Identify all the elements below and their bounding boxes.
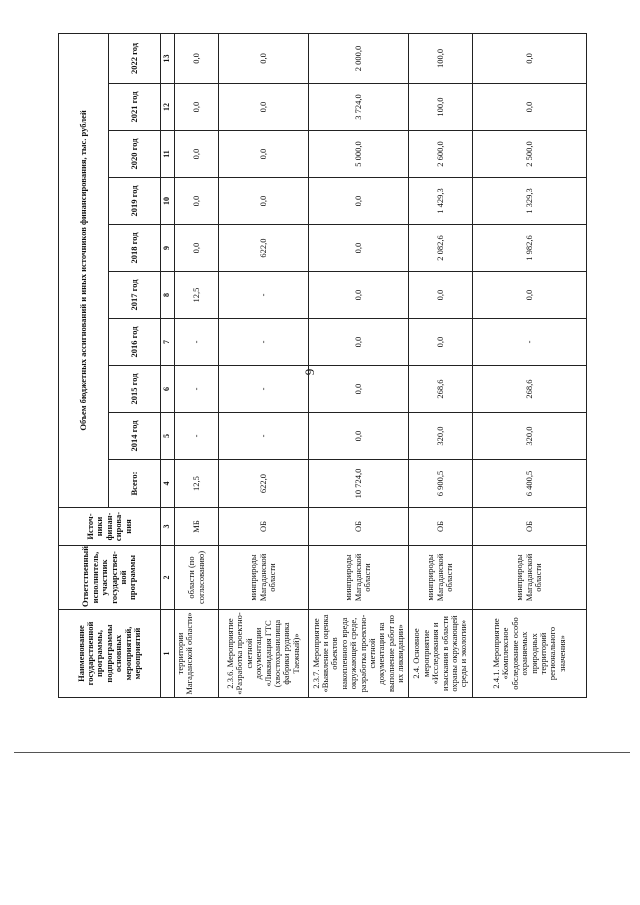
row-value: 320,0 <box>409 413 473 460</box>
header-year: 2015 год <box>109 366 161 413</box>
row-value: 0,0 <box>175 84 219 131</box>
header-year: 2016 год <box>109 319 161 366</box>
row-value: 2 000,0 <box>309 33 409 83</box>
row-total: 12,5 <box>175 460 219 508</box>
row-value: 0,0 <box>309 319 409 366</box>
row-value: 1 982,6 <box>473 225 587 272</box>
row-total: 622,0 <box>219 460 309 508</box>
funding-table <box>58 33 587 698</box>
row-value: 0,0 <box>473 272 587 319</box>
row-value: 268,6 <box>409 366 473 413</box>
row-value: 1 429,3 <box>409 178 473 225</box>
header-year: 2022 год <box>109 33 161 83</box>
row-value: 320,0 <box>473 413 587 460</box>
row-value: 0,0 <box>473 33 587 83</box>
header-year: 2017 год <box>109 272 161 319</box>
column-number: 10 <box>161 178 175 225</box>
row-executor: минприроды Магаданской области <box>473 546 587 610</box>
row-name: 2.4. Основное мероприятие «Исследования и изыскания в области охраны окружающей среды и экологии» <box>409 610 473 698</box>
row-value: 268,6 <box>473 366 587 413</box>
row-value: - <box>219 272 309 319</box>
row-name: 2.3.6. Мероприятие «Разработка проектно-сметной документации «Ликвидация ГТС (хвостохранилища фабрики рудника Таежный)» <box>219 610 309 698</box>
row-value: - <box>473 319 587 366</box>
column-number: 2 <box>161 546 175 610</box>
row-name: территории Магаданской области» <box>175 610 219 698</box>
row-value: 0,0 <box>309 225 409 272</box>
rotated-table-container <box>58 33 586 698</box>
row-executor: минприроды Магаданской области <box>409 546 473 610</box>
column-number: 11 <box>161 131 175 178</box>
row-total: 10 724,0 <box>309 460 409 508</box>
row-value: - <box>175 319 219 366</box>
row-value: 2 500,0 <box>473 131 587 178</box>
row-value: 100,0 <box>409 84 473 131</box>
header-year: 2019 год <box>109 178 161 225</box>
row-value: 0,0 <box>309 413 409 460</box>
row-value: 0,0 <box>219 84 309 131</box>
row-source: МБ <box>175 508 219 546</box>
page-number: 9 <box>302 368 317 376</box>
column-number: 5 <box>161 413 175 460</box>
table-row <box>175 33 219 697</box>
column-number: 9 <box>161 225 175 272</box>
row-value: 0,0 <box>219 33 309 83</box>
row-value: 0,0 <box>309 366 409 413</box>
row-executor: минприроды Магаданской области <box>219 546 309 610</box>
header-year: 2018 год <box>109 225 161 272</box>
row-value: - <box>175 413 219 460</box>
table-row <box>473 33 587 697</box>
row-value: 0,0 <box>409 319 473 366</box>
row-value: 5 000,0 <box>309 131 409 178</box>
row-total: 6 900,5 <box>409 460 473 508</box>
column-number: 4 <box>161 460 175 508</box>
table-row <box>409 33 473 697</box>
row-name: 2.3.7. Мероприятие «Выявление и оценка объектов накопленного вреда окружающей среде, разработка проектно-сметной документации на выполнение работ по их ликвидации» <box>309 610 409 698</box>
row-value: 0,0 <box>219 178 309 225</box>
column-number: 6 <box>161 366 175 413</box>
column-number: 8 <box>161 272 175 319</box>
row-value: 3 724,0 <box>309 84 409 131</box>
header-total: Всего: <box>109 460 161 508</box>
row-value: 0,0 <box>175 131 219 178</box>
row-value: 0,0 <box>309 272 409 319</box>
row-executor: минприроды Магаданской области <box>309 546 409 610</box>
row-value: - <box>219 413 309 460</box>
row-value: 2 082,6 <box>409 225 473 272</box>
row-value: 0,0 <box>409 272 473 319</box>
table-row <box>219 33 309 697</box>
row-executor: области (по согласованию) <box>175 546 219 610</box>
row-source: ОБ <box>309 508 409 546</box>
column-number: 1 <box>161 610 175 698</box>
header-funding: Объем бюджетных ассигнований и иных источников финансирования, тыс. рублей <box>59 33 109 507</box>
row-value: - <box>219 319 309 366</box>
row-value: - <box>219 366 309 413</box>
column-number: 3 <box>161 508 175 546</box>
column-number: 13 <box>161 33 175 83</box>
row-value: 0,0 <box>175 178 219 225</box>
row-value: 0,0 <box>219 131 309 178</box>
row-value: 0,0 <box>309 178 409 225</box>
row-value: 0,0 <box>473 84 587 131</box>
row-value: 0,0 <box>175 33 219 83</box>
header-year: 2014 год <box>109 413 161 460</box>
header-source: Источ-ники финан-сирова-ния <box>59 508 161 546</box>
row-value: 1 329,3 <box>473 178 587 225</box>
row-source: ОБ <box>409 508 473 546</box>
row-value: - <box>175 366 219 413</box>
header-year: 2020 год <box>109 131 161 178</box>
row-source: ОБ <box>473 508 587 546</box>
row-value: 622,0 <box>219 225 309 272</box>
row-value: 0,0 <box>175 225 219 272</box>
table-row <box>309 33 409 697</box>
page-divider-line <box>14 752 630 753</box>
row-value: 12,5 <box>175 272 219 319</box>
row-name: 2.4.1. Мероприятие «Комплексное обследование особо охраняемых природных территорий регионального значения» <box>473 610 587 698</box>
row-source: ОБ <box>219 508 309 546</box>
header-name: Наименование государственной программы, подпрограммы основных мероприятий, мероприятий <box>59 610 161 698</box>
header-executor: Ответственный исполнитель, участник государствен-ной программы <box>59 546 161 610</box>
row-total: 6 400,5 <box>473 460 587 508</box>
column-number: 12 <box>161 84 175 131</box>
header-year: 2021 год <box>109 84 161 131</box>
row-value: 100,0 <box>409 33 473 83</box>
column-number: 7 <box>161 319 175 366</box>
row-value: 2 600,0 <box>409 131 473 178</box>
